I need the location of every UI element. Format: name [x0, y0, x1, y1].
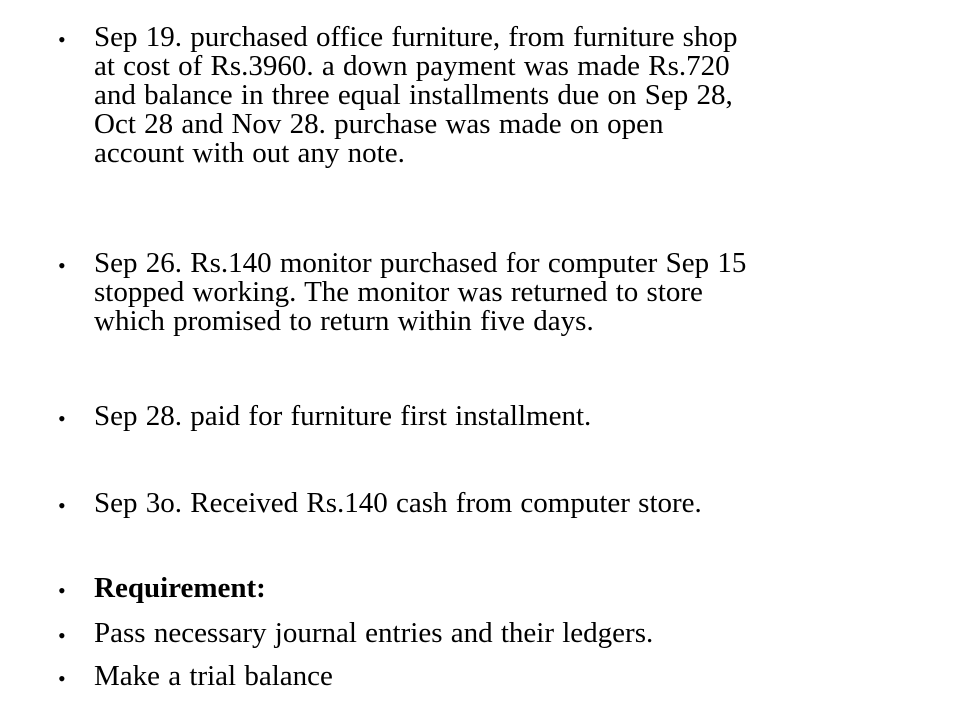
text-line: Sep 3o. Received Rs.140 cash from computer store.: [94, 487, 702, 519]
text-line: Oct 28 and Nov 28. purchase was made on open: [94, 108, 664, 140]
text-line: account with out any note.: [94, 137, 405, 169]
text-line: Make a trial balance: [94, 660, 333, 692]
bullet-text: [94, 619, 914, 648]
bullet-icon: •: [58, 406, 66, 431]
bullet-text: [94, 402, 914, 431]
bullet-text: [94, 23, 914, 168]
bullet-icon: •: [58, 27, 66, 52]
text-line: stopped working. The monitor was returned to store: [94, 276, 703, 308]
text-line: Sep 19. purchased office furniture, from furniture shop: [94, 21, 738, 53]
bullet-icon: •: [58, 493, 66, 518]
bullet-icon: •: [58, 578, 66, 603]
bullet-text: [94, 662, 914, 691]
text-line: which promised to return within five days.: [94, 305, 594, 337]
text-line: Pass necessary journal entries and their ledgers.: [94, 617, 654, 649]
bullet-icon: •: [58, 666, 66, 691]
bullet-text: [94, 249, 914, 336]
text-line: Sep 26. Rs.140 monitor purchased for computer Sep 15: [94, 247, 747, 279]
text-line: and balance in three equal installments due on Sep 28,: [94, 79, 733, 111]
bullet-text: [94, 489, 914, 518]
text-line: Sep 28. paid for furniture first installment.: [94, 400, 592, 432]
bullet-icon: •: [58, 623, 66, 648]
text-line: at cost of Rs.3960. a down payment was made Rs.720: [94, 50, 730, 82]
text-line: Requirement:: [94, 572, 266, 604]
requirement-heading: [94, 574, 914, 603]
bullet-icon: •: [58, 253, 66, 278]
